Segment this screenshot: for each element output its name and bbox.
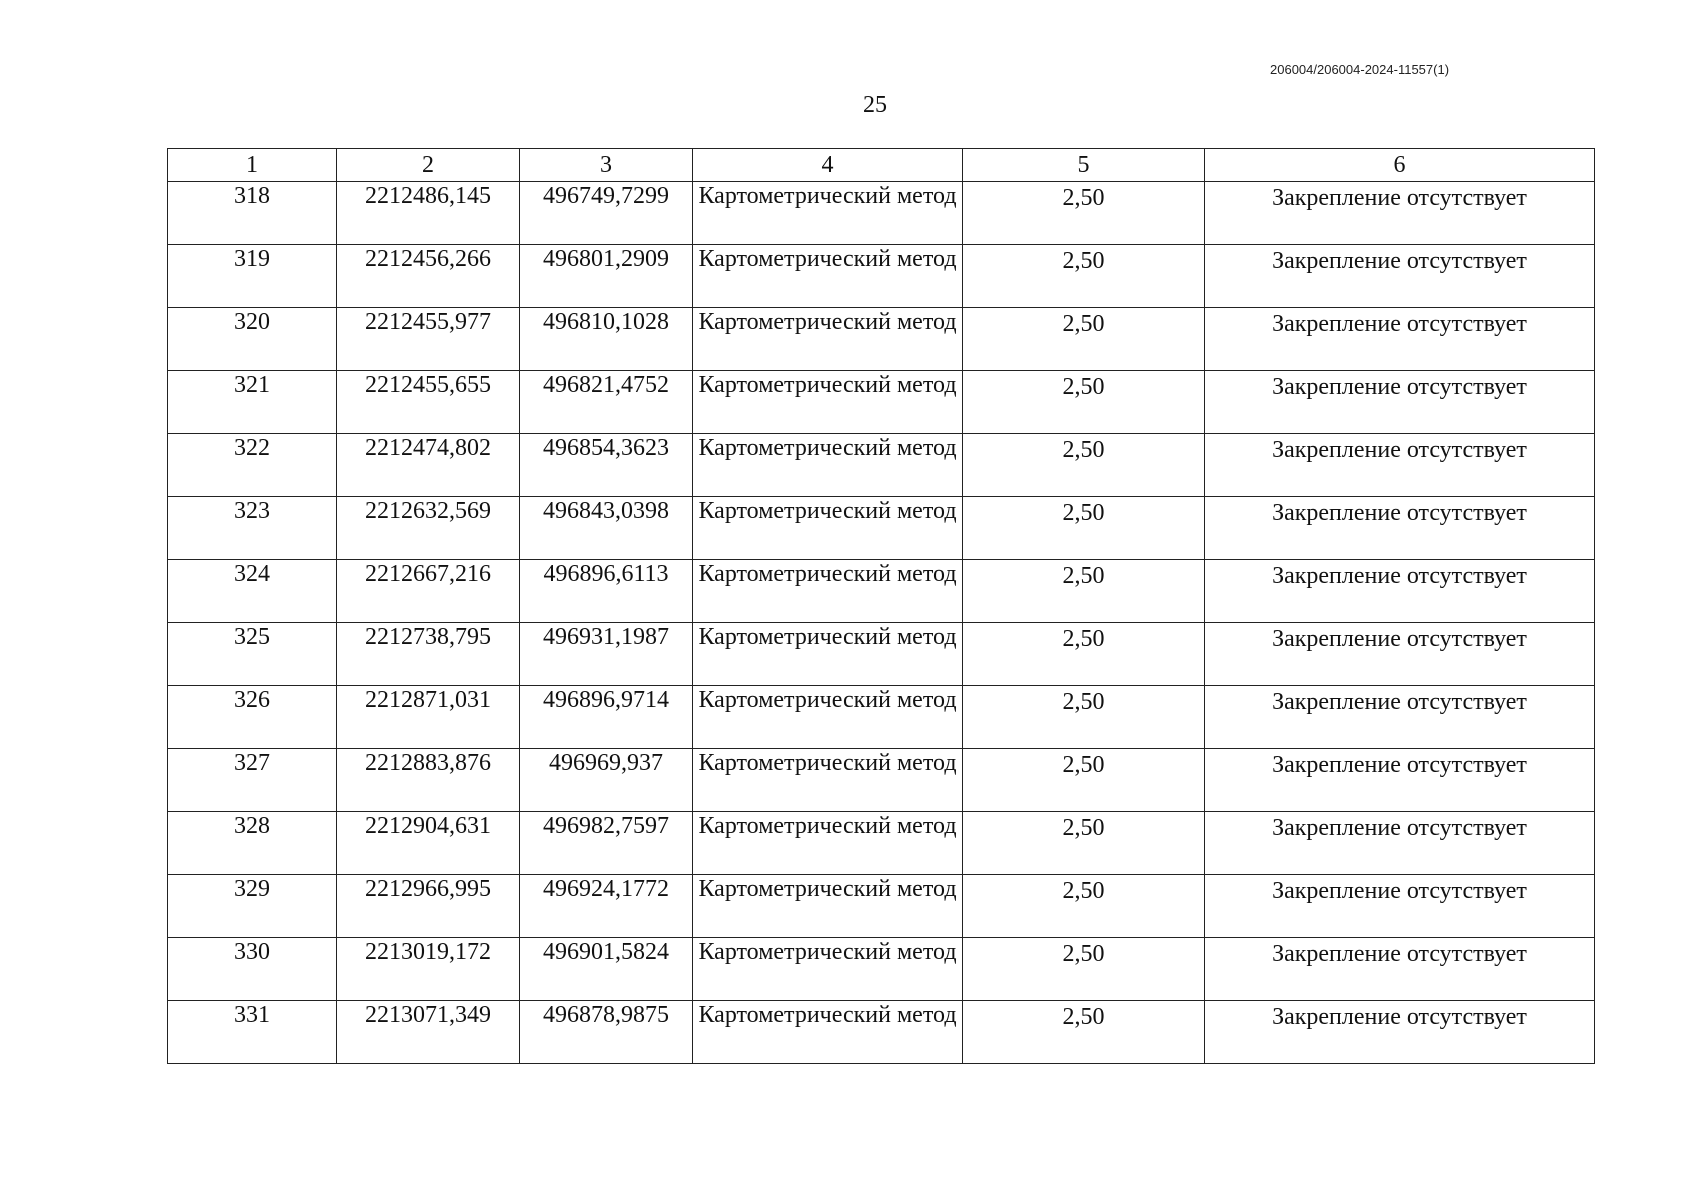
table-row — [168, 875, 1595, 938]
point-number-cell: 324 — [168, 560, 337, 623]
fixation-cell: Закрепление отсутствует — [1205, 1001, 1595, 1064]
method-cell: Картометрический метод — [693, 182, 963, 245]
table-row — [168, 182, 1595, 245]
table-row — [168, 749, 1595, 812]
accuracy-cell: 2,50 — [963, 434, 1205, 497]
method-cell: Картометрический метод — [693, 938, 963, 1001]
y-coordinate-cell: 496924,1772 — [520, 875, 693, 938]
accuracy-cell: 2,50 — [963, 812, 1205, 875]
point-number-cell: 331 — [168, 1001, 337, 1064]
table-row — [168, 371, 1595, 434]
fixation-cell: Закрепление отсутствует — [1205, 812, 1595, 875]
x-coordinate-cell: 2212966,995 — [337, 875, 520, 938]
column-header-6: 6 — [1205, 149, 1595, 182]
method-cell: Картометрический метод — [693, 1001, 963, 1064]
method-cell: Картометрический метод — [693, 245, 963, 308]
x-coordinate-cell: 2212667,216 — [337, 560, 520, 623]
accuracy-cell: 2,50 — [963, 371, 1205, 434]
point-number-cell: 329 — [168, 875, 337, 938]
table-header-row — [168, 149, 1595, 182]
y-coordinate-cell: 496982,7597 — [520, 812, 693, 875]
accuracy-cell: 2,50 — [963, 623, 1205, 686]
x-coordinate-cell: 2212455,977 — [337, 308, 520, 371]
method-cell: Картометрический метод — [693, 875, 963, 938]
column-header-3: 3 — [520, 149, 693, 182]
x-coordinate-cell: 2212486,145 — [337, 182, 520, 245]
point-number-cell: 319 — [168, 245, 337, 308]
x-coordinate-cell: 2212456,266 — [337, 245, 520, 308]
x-coordinate-cell: 2212632,569 — [337, 497, 520, 560]
y-coordinate-cell: 496969,937 — [520, 749, 693, 812]
point-number-cell: 320 — [168, 308, 337, 371]
fixation-cell: Закрепление отсутствует — [1205, 749, 1595, 812]
y-coordinate-cell: 496749,7299 — [520, 182, 693, 245]
y-coordinate-cell: 496901,5824 — [520, 938, 693, 1001]
fixation-cell: Закрепление отсутствует — [1205, 686, 1595, 749]
x-coordinate-cell: 2212904,631 — [337, 812, 520, 875]
fixation-cell: Закрепление отсутствует — [1205, 875, 1595, 938]
fixation-cell: Закрепление отсутствует — [1205, 623, 1595, 686]
x-coordinate-cell: 2212883,876 — [337, 749, 520, 812]
x-coordinate-cell: 2212455,655 — [337, 371, 520, 434]
column-header-1: 1 — [168, 149, 337, 182]
method-cell: Картометрический метод — [693, 371, 963, 434]
method-cell: Картометрический метод — [693, 308, 963, 371]
point-number-cell: 326 — [168, 686, 337, 749]
fixation-cell: Закрепление отсутствует — [1205, 182, 1595, 245]
table-row — [168, 308, 1595, 371]
y-coordinate-cell: 496854,3623 — [520, 434, 693, 497]
accuracy-cell: 2,50 — [963, 749, 1205, 812]
method-cell: Картометрический метод — [693, 812, 963, 875]
x-coordinate-cell: 2212871,031 — [337, 686, 520, 749]
table-row — [168, 245, 1595, 308]
y-coordinate-cell: 496896,6113 — [520, 560, 693, 623]
method-cell: Картометрический метод — [693, 560, 963, 623]
table-row — [168, 812, 1595, 875]
table-row — [168, 560, 1595, 623]
point-number-cell: 325 — [168, 623, 337, 686]
table-row — [168, 938, 1595, 1001]
point-number-cell: 321 — [168, 371, 337, 434]
y-coordinate-cell: 496931,1987 — [520, 623, 693, 686]
point-number-cell: 318 — [168, 182, 337, 245]
point-number-cell: 330 — [168, 938, 337, 1001]
point-number-cell: 327 — [168, 749, 337, 812]
coordinates-table — [167, 148, 1595, 1064]
y-coordinate-cell: 496821,4752 — [520, 371, 693, 434]
method-cell: Картометрический метод — [693, 497, 963, 560]
column-header-5: 5 — [963, 149, 1205, 182]
accuracy-cell: 2,50 — [963, 875, 1205, 938]
y-coordinate-cell: 496896,9714 — [520, 686, 693, 749]
fixation-cell: Закрепление отсутствует — [1205, 371, 1595, 434]
point-number-cell: 323 — [168, 497, 337, 560]
accuracy-cell: 2,50 — [963, 497, 1205, 560]
table-row — [168, 497, 1595, 560]
accuracy-cell: 2,50 — [963, 560, 1205, 623]
y-coordinate-cell: 496801,2909 — [520, 245, 693, 308]
y-coordinate-cell: 496878,9875 — [520, 1001, 693, 1064]
point-number-cell: 328 — [168, 812, 337, 875]
page-number: 25 — [863, 92, 887, 118]
method-cell: Картометрический метод — [693, 434, 963, 497]
method-cell: Картометрический метод — [693, 623, 963, 686]
document-id: 206004/206004-2024-11557(1) — [1270, 62, 1450, 77]
x-coordinate-cell: 2213019,172 — [337, 938, 520, 1001]
accuracy-cell: 2,50 — [963, 245, 1205, 308]
y-coordinate-cell: 496810,1028 — [520, 308, 693, 371]
table-row — [168, 686, 1595, 749]
x-coordinate-cell: 2212738,795 — [337, 623, 520, 686]
fixation-cell: Закрепление отсутствует — [1205, 434, 1595, 497]
fixation-cell: Закрепление отсутствует — [1205, 497, 1595, 560]
fixation-cell: Закрепление отсутствует — [1205, 245, 1595, 308]
method-cell: Картометрический метод — [693, 749, 963, 812]
column-header-2: 2 — [337, 149, 520, 182]
accuracy-cell: 2,50 — [963, 686, 1205, 749]
column-header-4: 4 — [693, 149, 963, 182]
fixation-cell: Закрепление отсутствует — [1205, 938, 1595, 1001]
table-row — [168, 623, 1595, 686]
fixation-cell: Закрепление отсутствует — [1205, 560, 1595, 623]
x-coordinate-cell: 2213071,349 — [337, 1001, 520, 1064]
point-number-cell: 322 — [168, 434, 337, 497]
table-row — [168, 1001, 1595, 1064]
method-cell: Картометрический метод — [693, 686, 963, 749]
accuracy-cell: 2,50 — [963, 308, 1205, 371]
x-coordinate-cell: 2212474,802 — [337, 434, 520, 497]
accuracy-cell: 2,50 — [963, 938, 1205, 1001]
fixation-cell: Закрепление отсутствует — [1205, 308, 1595, 371]
table-body — [168, 182, 1595, 1064]
accuracy-cell: 2,50 — [963, 1001, 1205, 1064]
y-coordinate-cell: 496843,0398 — [520, 497, 693, 560]
table-row — [168, 434, 1595, 497]
accuracy-cell: 2,50 — [963, 182, 1205, 245]
